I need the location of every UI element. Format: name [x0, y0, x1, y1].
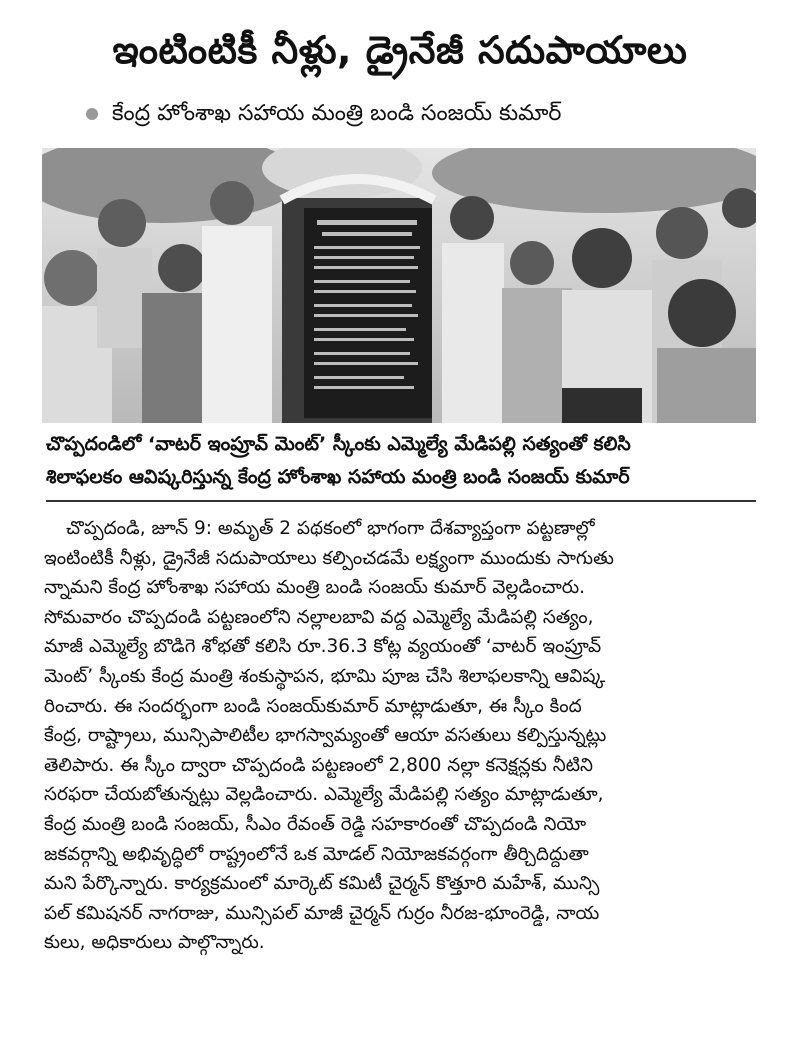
caption-line: శిలాఫలకం ఆవిష్కరిస్తున్న కేంద్ర హోంశాఖ సహాయ మంత్రి బండి సంజయ్ కుమార్	[46, 466, 630, 488]
body-line: పల్ కమిషనర్ నాగరాజు, మున్సిపల్ మాజీ చైర్మన్ గుర్రం నీరజ-భూంరెడ్డి, నాయ	[44, 902, 600, 924]
article-headline: ఇంటింటికీ నీళ్లు, డ్రైనేజీ సదుపాయాలు	[112, 28, 688, 72]
body-line: సరఫరా చేయబోతున్నట్లు వెల్లడించారు. ఎమ్మెల్యే మేడిపల్లి సత్యం మాట్లాడుతూ,	[44, 784, 604, 806]
body-line: చొప్పదండి, జూన్ 9: అమృత్ 2 పథకంలో భాగంగా దేశవ్యాప్తంగా పట్టణాల్లో	[66, 518, 595, 539]
body-line: సోమవారం చొప్పదండి పట్టణంలోని నల్లాలబావి వద్ద ఎమ్మెల్యే మేడిపల్లి సత్యం,	[44, 606, 594, 628]
body-line: కేంద్ర, రాష్ట్రాలు, మున్సిపాలిటీల భాగస్వామ్యంతో ఆయా వసతులు కల్పిస్తున్నట్లు	[44, 725, 607, 747]
caption-divider	[46, 500, 756, 502]
body-line: మని పేర్కొన్నారు. కార్యక్రమంలో మార్కెట్ కమిటీ చైర్మన్ కొత్తూరి మహేశ్, మున్సి	[44, 873, 600, 895]
caption-line: చొప్పదండిలో ‘వాటర్ ఇంప్రూవ్ మెంట్’ స్కీంకు ఎమ్మెల్యే మేడిపల్లి సత్యంతో కలిసి	[46, 433, 631, 455]
article-body	[44, 514, 760, 958]
subheadline-text: కేంద్ర హోంశాఖ సహాయ మంత్రి బండి సంజయ్ కుమార్	[112, 101, 562, 126]
article-subheadline	[86, 96, 746, 132]
body-line: మెంట్’ స్కీంకు కేంద్ర మంత్రి శంకుస్థాపన, భూమి పూజ చేసి శిలాఫలకాన్ని ఆవిష్క	[44, 665, 606, 687]
body-line: న్నామని కేంద్ర హోంశాఖ సహాయ మంత్రి బండి సంజయ్ కుమార్ వెల్లడించారు.	[44, 577, 585, 599]
photo-caption	[46, 428, 756, 494]
body-line: జకవర్గాన్ని అభివృద్ధిలో రాష్ట్రంలోనే ఒక మోడల్ నియోజకవర్గంగా తీర్చిదిద్దుతా	[44, 843, 589, 865]
body-line: రించారు. ఈ సందర్భంగా బండి సంజయ్‌కుమార్ మాట్లాడుతూ, ఈ స్కీం కింద	[44, 695, 582, 717]
body-line: తెలిపారు. ఈ స్కీం ద్వారా చొప్పదండి పట్టణంలో 2,800 నల్లా కనెక్షన్లకు నీటిని	[44, 754, 594, 776]
news-photo	[42, 148, 756, 423]
body-line: కేంద్ర మంత్రి బండి సంజయ్, సీఎం రేవంత్ రెడ్డి సహకారంతో చొప్పదండి నియో	[44, 813, 587, 835]
body-line: కులు, అధికారులు పాల్గొన్నారు.	[44, 932, 265, 954]
body-line: ఇంటింటికీ నీళ్లు, డ్రైనేజీ సదుపాయాలు కల్పించడమే లక్ష్యంగా ముందుకు సాగుతు	[44, 547, 614, 569]
bullet-icon	[86, 108, 98, 120]
body-line: మాజీ ఎమ్మెల్యే బొడిగె శోభతో కలిసి రూ.36.3 కోట్ల వ్యయంతో ‘వాటర్ ఇంప్రూవ్	[44, 636, 602, 658]
